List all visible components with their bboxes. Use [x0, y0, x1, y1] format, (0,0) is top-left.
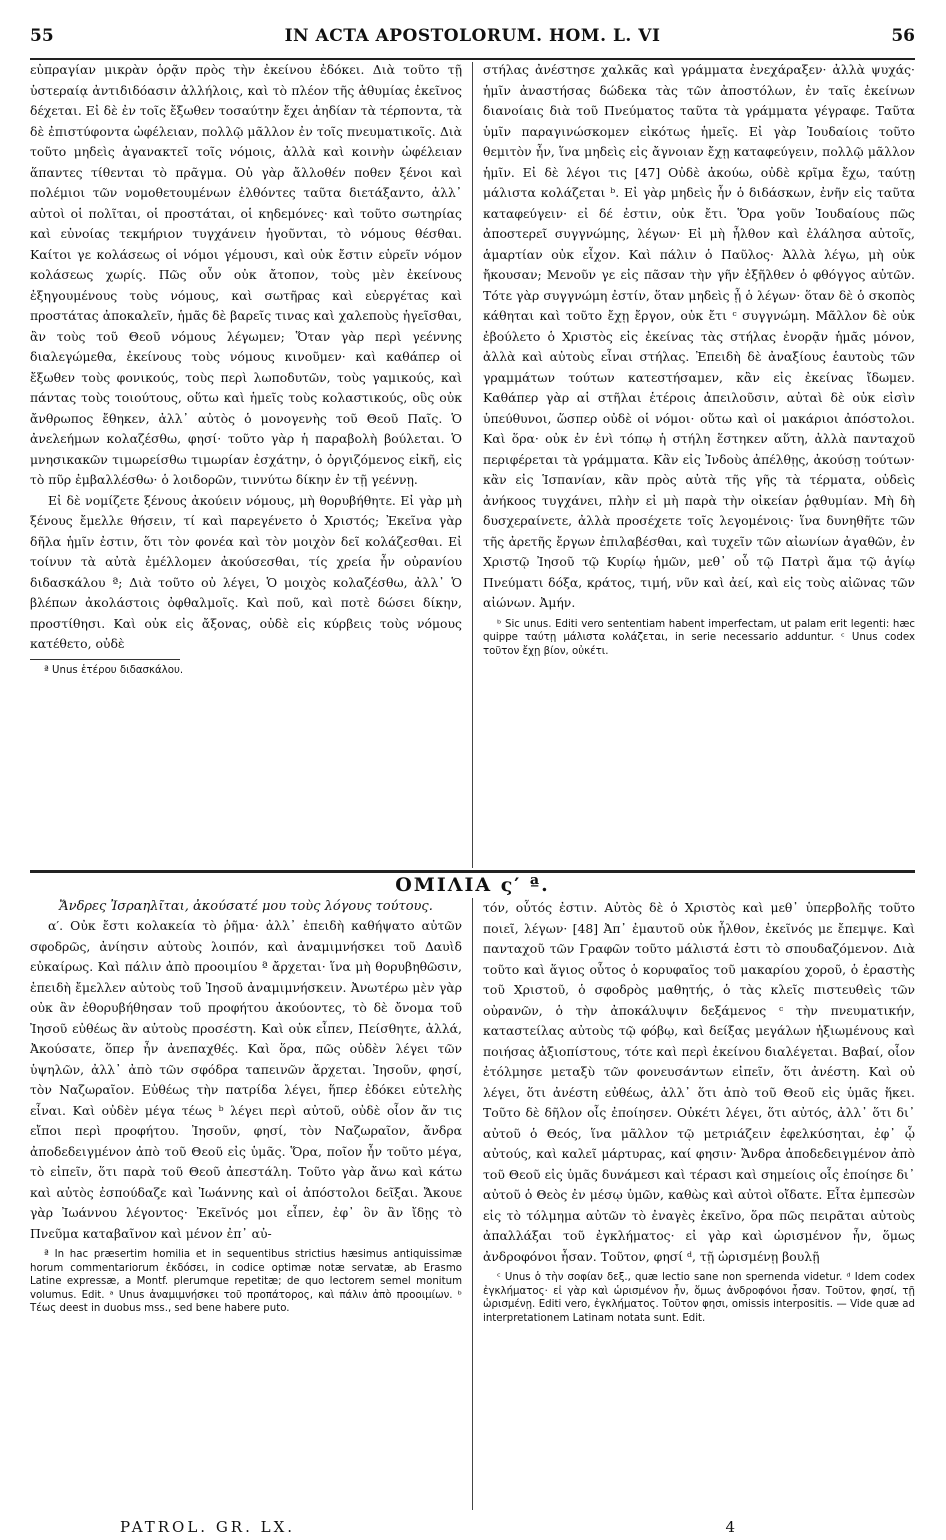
page-footer — [30, 1518, 915, 1540]
paragraph: στήλας ἀνέστησε χαλκᾶς καὶ γράμματα ἐνεχάραξεν· ἀλλὰ ψυχάς· ἡμῖν ἀναστήσας δώδεκα τὰς τῶν ἀποστόλων, ἐν ταῖς ἐκείνων διανοίαις διὰ τοῦ Πνεύματος ταῦτα τὰ γράμματα γέγραφε. Ταῦτα ὑμῖν παραγινώσκομεν εἰκότως ἡμεῖς. Εἰ γὰρ Ἰουδαίοις τοῦτο θεμιτὸν ἦν, ἵνα μηδεὶς εἰς ἄγνοιαν ἔχῃ καταφεύγειν, πολλῷ μᾶλλον ἡμῖν. Εἰ δὲ λέγοι τις [47] Οὐδὲ ἀκούω, οὐδὲ κρῖμα ἔχω, ταύτῃ μάλιστα κολάζεται ᵇ. Εἰ γὰρ μηδεὶς ἦν ὁ διδάσκων, ἐνῆν εἰς ταῦτα καταφεύγειν· εἰ δέ ἐστιν, οὐκ ἔτι. Ὅρα γοῦν Ἰουδαίους πῶς ἀποστερεῖ συγγνώμης, λέγων· Εἰ μὴ ἦλθον καὶ ἐλάλησα αὐτοῖς, ἁμαρτίαν οὐκ εἶχον. Καὶ πάλιν ὁ Παῦλος· Ἀλλὰ λέγω, μὴ οὐκ ἤκουσαν; Μενοῦν γε εἰς πᾶσαν τὴν γῆν ἐξῆλθεν ὁ φθόγγος αὐτῶν. Τότε γὰρ συγγνώμη ἐστίν, ὅταν μηδεὶς ᾖ ὁ λέγων· ὅταν δὲ ὁ σκοπὸς κάθηται καὶ τοῦτο ἔχῃ ἔργον, οὐκ ἔτι ᶜ συγγνώμη. Μᾶλλον δὲ οὐκ ἐβούλετο ὁ Χριστὸς εἰς ἐκείνας τὰς στήλας ἐνορᾷν ἡμᾶς μόνον, ἀλλὰ καὶ αὐτοὺς εἶναι στήλας. Ἐπειδὴ δὲ ἀναξίους ἑαυτοὺς τῶν γραμμάτων τούτων κατεστήσαμεν, κἂν εἰς ἐκείνας ἴδωμεν. Καθάπερ γὰρ αἱ στῆλαι ἑτέροις ἀπειλοῦσιν, αὐταὶ δὲ οὐκ εἰσὶν ὑπεύθυνοι, ὥσπερ οὐδὲ οἱ νόμοι· οὕτω καὶ οἱ μακάριοι ἀπόστολοι. Καὶ ὅρα· οὐκ ἐν ἑνὶ τόπῳ ἡ στήλη ἕστηκεν αὕτη, ἀλλὰ πανταχοῦ περιφέρεται τὰ γράμματα. Κἂν εἰς Ἰνδοὺς ἀπέλθῃς, ἀκούσῃ τούτων· κἂν εἰς Ἱσπανίαν, κἂν πρὸς αὐτὰ τῆς γῆς τὰ τέρματα, οὐδεὶς ἀνήκοος τυγχάνει, πλὴν εἰ μὴ παρὰ τὴν οἰκείαν ῥᾳθυμίαν. Μὴ δὴ δυσχεραίνετε, ἀλλὰ προσέχετε τοῖς λεγομένοις· ἵνα δυνηθῆτε τῶν τῆς ἀρετῆς ἔργων ἐπιλαβέσθαι, καὶ τυχεῖν τῶν αἰωνίων ἀγαθῶν, ἐν Χριστῷ Ἰησοῦ τῷ Κυρίῳ ἡμῶν, μεθ᾽ οὗ τῷ Πατρὶ ἅμα τῷ ἁγίῳ Πνεύματι δόξα, κράτος, τιμή, νῦν καὶ ἀεί, καὶ εἰς τοὺς αἰῶνας τῶν αἰώνων. Ἀμήν. — [483, 62, 915, 610]
column-divider-bottom — [472, 898, 473, 1510]
homily-title: ΟΜΙΛΙΑ ς′ ª. — [395, 874, 550, 896]
paragraph: εὐπραγίαν μικρὰν ὁρᾷν πρὸς τὴν ἐκείνου ἐδόκει. Διὰ τοῦτο τῇ ὑστεραίᾳ ἀντιδιδόασιν ἀλλήλοις, καὶ τὸ πλέον τῆς ἀθυμίας ἐκεῖνος δέχεται. Εἰ δὲ ἐν τοῖς ἔξωθεν τοσαύτην ἔχει ἀηδίαν τὰ τέρποντα, τὰ δὲ ἐπιστύφοντα ὠφέλειαν, πολλῷ μᾶλλον ἐν τοῖς πνευματικοῖς. Διὰ τοῦτο μηδεὶς ἀγανακτεῖ τοῖς νόμοις, ἀλλὰ καὶ κοινὴν ὠφέλειαν ἅπαντες τίθενται τὸ πρᾶγμα. Οὐ γὰρ ἄλλοθέν ποθεν ξένοι καὶ πολέμιοι τῶν νομοθετουμένων ἐλθόντες ταῦτα διετάξαντο, ἀλλ᾽ αὐτοὶ οἱ πολῖται, οἱ προστάται, οἱ κηδεμόνες· καὶ τοῦτο σωτηρίας καὶ εὐνοίας τεκμήριον τυγχάνειν ἡγοῦνται, τὸ νόμους θέσθαι. Καίτοι γε κολάσεως οἱ νόμοι γέμουσι, καὶ οὐκ ἔστιν εὑρεῖν νόμον κολάσεως χωρίς. Πῶς οὖν οὐκ ἄτοπον, τοὺς μὲν ἐκείνους ἐξηγουμένους τοὺς νόμους, καὶ σωτῆρας καὶ εὐεργέτας καὶ προστάτας ἀποκαλεῖν, ἡμᾶς δὲ βαρεῖς τινας καὶ χαλεποὺς ἡγεῖσθαι, ἂν τοὺς τοῦ Θεοῦ νόμους λέγωμεν; Ὅταν γὰρ περὶ γεέννης διαλεγώμεθα, ἐκείνους τοὺς νόμους κινοῦμεν· καὶ καθάπερ οἱ ἔξωθεν τοὺς φονικούς, τοὺς περὶ λωποδυτῶν, τοὺς γαμικούς, καὶ πάντας τοὺς τοιούτους, οὕτω καὶ ἡμεῖς τοὺς κολαστικούς, οὓς οὐκ ἄνθρωπος ἔθηκεν, ἀλλ᾽ αὐτὸς ὁ μονογενὴς τοῦ Θεοῦ Παῖς. Ὁ ἀνελεήμων κολαζέσθω, φησί· τοῦτο γὰρ ἡ παραβολὴ βούλεται. Ὁ μνησικακῶν τιμωρείσθω τιμωρίαν ἐσχάτην, ὁ ὀργιζόμενος εἰκῆ, εἰς τὸ πῦρ ἐμβαλλέσθω· ὁ λοιδορῶν, τιννύτω δίκην ἐν τῇ γεέννῃ. — [30, 62, 462, 487]
page-number-right: 56 — [891, 26, 915, 46]
paragraph: Εἰ δὲ νομίζετε ξένους ἀκούειν νόμους, μὴ θορυβήθητε. Εἰ γὰρ μὴ ξένους ἔμελλε θήσειν, τί καὶ παρεγένετο ὁ Χριστός; Ἐκεῖνα γὰρ δῆλα ἡμῖν ἐστιν, ὅτι τὸν φονέα καὶ τὸν μοιχὸν δεῖ κολάζεσθαι. Εἰ τοίνυν τὰ αὐτὰ ἐμέλλομεν ἀκούσεσθαι, τίς χρεία ἦν οὐρανίου διδασκάλου ª; Διὰ τοῦτο οὐ λέγει, Ὁ μοιχὸς κολαζέσθω, ἀλλ᾽ Ὁ βλέπων ἀκολάστοις ὀφθαλμοῖς. Καὶ ποῦ, καὶ ποτὲ δώσει δίκην, προστίθησι. Καὶ οὐκ εἰς ἄξονας, οὐδὲ εἰς κύρβεις τοὺς νόμους κατέθετο, οὐδὲ — [30, 492, 462, 651]
footnotes — [483, 1271, 915, 1325]
footnotes — [30, 1248, 462, 1316]
gathering-number: 4 — [725, 1518, 735, 1536]
bottom-right-column — [483, 898, 915, 1325]
footnote: ᶜ Unus ὁ τὴν σοφίαν δεξ., quæ lectio sane non spernenda videtur. ᵈ Idem codex ἐγκλήματος· εἰ γὰρ καὶ ὡρισμένον ἦν, ὅμως ἀνδροφόνοι ἦσαν. Τοῦτον, φησί, τῇ ὡρισμένῃ. Editi vero, ἐγκλήματος. Τοῦτον φησι, omissis interpositis. — Vide quæ ad interpretationem Latinam notata sunt. Edit. — [483, 1272, 915, 1324]
paragraph: τόν, οὗτός ἐστιν. Αὐτὸς δὲ ὁ Χριστὸς καὶ μεθ᾽ ὑπερβολῆς τοῦτο ποιεῖ, λέγων· [48] Ἀπ᾽ ἐμαυτοῦ οὐκ ἦλθον, ἐκεῖνός με ἔπεμψε. Καὶ πανταχοῦ τῶν Γραφῶν τοῦτο μάλιστά ἐστι τὸ σπουδαζόμενον. Διὰ τοῦτο καὶ ἅγιος οὗτος ὁ κορυφαῖος τοῦ μακαρίου χοροῦ, ὁ ἐραστὴς τοῦ Χριστοῦ, ὁ σφοδρὸς μαθητής, ὁ τὰς κλεῖς πιστευθεὶς τῶν οὐρανῶν, ὁ τὴν ἀποκάλυψιν δεξάμενος ᶜ τὴν πνευματικήν, καταστείλας αὐτοὺς τῷ φόβῳ, καὶ δείξας μεγάλων ἠξιωμένους καὶ ποιήσας ἀξιοπίστους, τότε καὶ περὶ ἐκείνου διαλέγεται. Βαβαί, οἷον ἐτόλμησε μεταξὺ τῶν φονευσάντων εἰπεῖν, ὅτι ἀνέστη. Καὶ οὐ λέγει, ὅτι ἀνέστη εὐθέως, ἀλλ᾽ ὅτι ἀπὸ τοῦ Θεοῦ εἰς ὑμᾶς ἥκει. Τοῦτο δὲ δῆλον οἷς ἐποίησεν. Οὐκέτι λέγει, ὅτι αὐτός, ἀλλ᾽ ὅτι δι᾽ αὐτοῦ ὁ Θεός, ἵνα μᾶλλον τῷ μετριάζειν ἐφελκύσηται, ἐφ᾽ ᾧ αὐτούς, καὶ καλεῖ μάρτυρας, καί φησιν· Ἄνδρα ἀποδεδειγμένον ἀπὸ τοῦ Θεοῦ εἰς ὑμᾶς δυνάμεσι καὶ τέρασι καὶ σημείοις οἷς ἐποίησε δι᾽ αὐτοῦ ὁ Θεὸς ἐν μέσῳ ὑμῶν, καθὼς καὶ αὐτοὶ οἴδατε. Εἶτα ἐμπεσὼν εἰς τὸ τόλμημα αὐτῶν τὸ ἐναγὲς ἐκεῖνο, ὅρα πῶς πειρᾶται αὐτοὺς ἀπαλλάξαι τοῦ ἐγκλήματος· εἰ γὰρ καὶ ὡρισμένον ἦν, ὅμως ἀνδροφόνοι ἦσαν. Τοῦτον, φησί ᵈ, τῇ ὡρισμένῃ βουλῇ — [483, 900, 915, 1264]
column-divider-top — [472, 62, 473, 868]
footnotes — [30, 664, 462, 678]
page-number-left: 55 — [30, 26, 54, 46]
running-header — [30, 26, 915, 56]
section-rule — [30, 870, 915, 873]
footnote: ᵇ Sic unus. Editi vero sententiam habent imperfectam, ut palam erit legenti: hæc quippe ταύτῃ μάλιστα κολάζεται, in serie necessario adduntur. ᶜ Unus codex τοῦτον ἔχῃ βίον, οὐκέτι. — [483, 618, 915, 657]
top-left-column — [30, 60, 462, 677]
footnote-rule — [30, 659, 180, 660]
running-title: IN ACTA APOSTOLORUM. HOM. L. VI — [284, 26, 661, 46]
footnote: ª In hac præsertim homilia et in sequentibus strictius hæsimus antiquissimæ horum commentariorum ἐκδόσει, in codice optimæ notæ servatæ, ab Erasmo Latine expressæ, a Montf. plerumque repetitæ; de quo lectorem semel monitum volumus. Edit. ᵃ Unus ἀναμιμνήσκει τοῦ προπάτορος, καὶ πάλιν ἀπὸ προοιμίων. ᵇ Τέως deest in duobus mss., sed bene habere puto. — [30, 1249, 462, 1314]
signature-mark: PATROL. GR. LX. — [120, 1518, 296, 1536]
homily-subtitle: Ἄνδρες Ἰσραηλῖται, ἀκούσατέ μου τοὺς λόγους τούτους. — [59, 899, 433, 914]
paragraph: α′. Οὐκ ἔστι κολακεία τὸ ῥῆμα· ἀλλ᾽ ἐπειδὴ καθήψατο αὐτῶν σφοδρῶς, ἀνίησιν αὐτοὺς λοιπόν, καὶ ἀναμιμνήσκει τοῦ Δαυὶδ εὐκαίρως. Καὶ πάλιν ἀπὸ προοιμίου ª ἄρχεται· ἵνα μὴ θορυβηθῶσιν, ἐπειδὴ ἔμελλεν αὐτοὺς τοῦ Ἰησοῦ ἀναμιμνήσκειν. Ἀνωτέρω μὲν γὰρ οὐκ ἂν ἐθορυβήθησαν τοῦ προφήτου ἀκούοντες, τὸ δὲ ὄνομα τοῦ Ἰησοῦ εὐθέως ἂν αὐτοὺς προσέστη. Καὶ οὐκ εἶπεν, Πείσθητε, ἀλλά, Ἀκούσατε, ὅπερ ἦν ἀνεπαχθές. Καὶ ὅρα, πῶς οὐδὲν λέγει τῶν ὑψηλῶν, ἀλλ᾽ ἀπὸ τῶν σφόδρα ταπεινῶν ἄρχεται. Ἰησοῦν, φησί, τὸν Ναζωραῖον. Εὐθέως τὴν πατρίδα λέγει, ἥπερ ἐδόκει εὐτελὴς εἶναι. Καὶ οὐδὲν μέγα τέως ᵇ λέγει περὶ αὐτοῦ, οὐδὲ οἷον ἄν τις εἴποι περὶ προφήτου. Ἰησοῦν, φησί, τὸν Ναζωραῖον, ἄνδρα ἀποδεδειγμένον ἀπὸ τοῦ Θεοῦ εἰς ὑμᾶς. Ὅρα, ποῖον ἦν τοῦτο μέγα, τὸ εἰπεῖν, ὅτι παρὰ τοῦ Θεοῦ ἀπεστάλη. Τοῦτο γὰρ ἄνω καὶ κάτω καὶ αὐτὸς ἐσπούδαζε καὶ Ἰωάννης καὶ οἱ ἀπόστολοι δεῖξαι. Ἄκουε γὰρ Ἰωάννου λέγοντος· Ἐκεῖνός μοι εἶπεν, ἐφ᾽ ὃν ἂν ἴδῃς τὸ Πνεῦμα καταβαῖνον καὶ μένον ἐπ᾽ αὐ- — [30, 918, 462, 1241]
bottom-left-column — [30, 898, 462, 1316]
top-right-column — [483, 60, 915, 658]
footnotes — [483, 618, 915, 659]
footnote: ª Unus ἑτέρου διδασκάλου. — [44, 664, 184, 676]
